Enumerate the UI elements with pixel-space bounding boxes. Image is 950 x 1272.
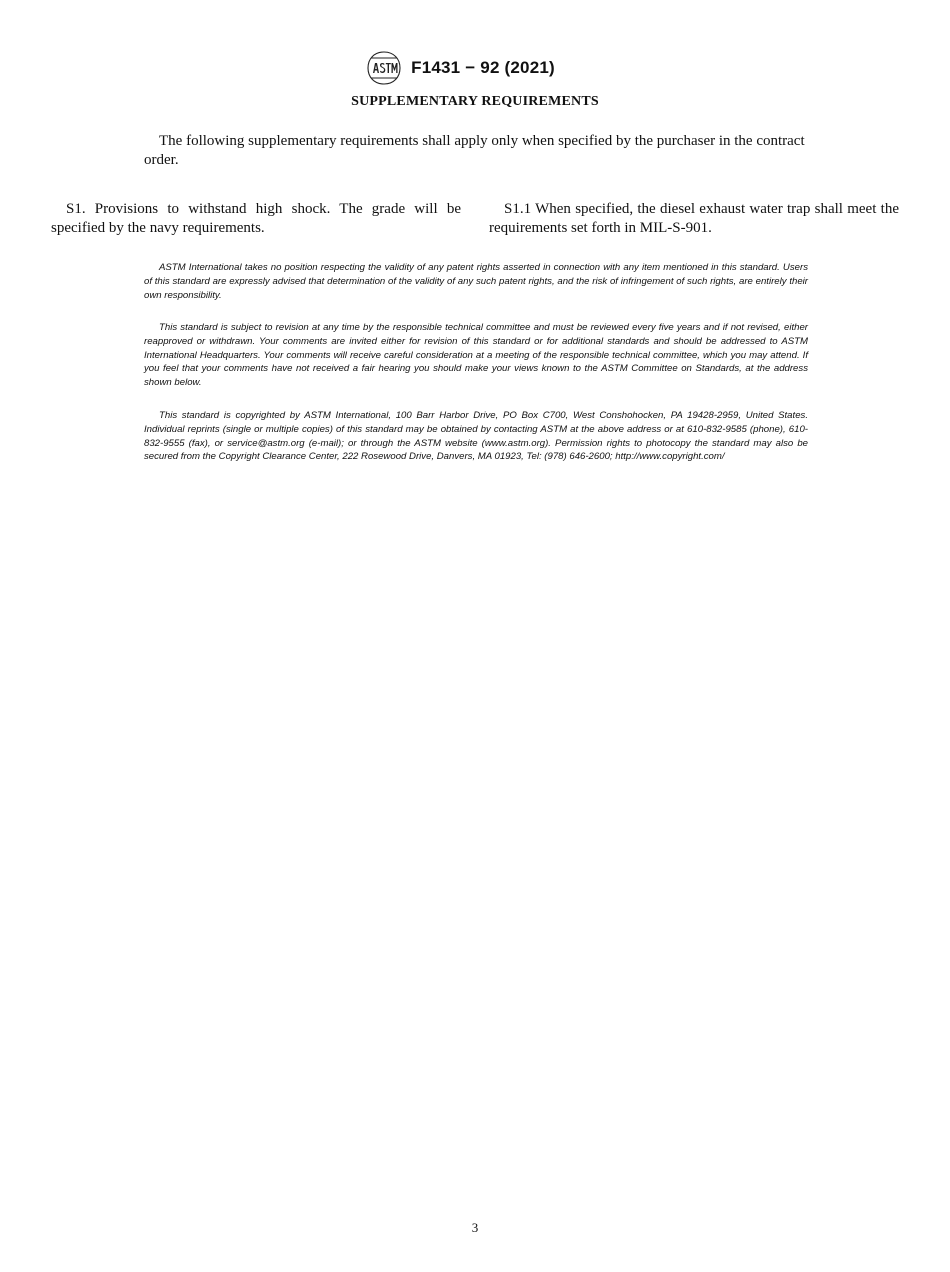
section-title: SUPPLEMENTARY REQUIREMENTS xyxy=(351,94,599,109)
intro-paragraph: The following supplementary requirements shall apply only when specified by the purchaser in the contract order. xyxy=(144,133,805,168)
revision-notice: This standard is subject to revision at any time by the responsible technical committee and must be reviewed every five years and if not revised, either reapproved or withdrawn. Your comments are invited either for revision of this standard or for additional standards and should be addressed to ASTM International Headquarters. Your comments will receive careful consideration at a meeting of the responsible technical committee, which you may attend. If you feel that your comments have not received a fair hearing you should make your views known to the ASTM Committee on Standards, at the address shown below. xyxy=(144,322,808,389)
copyright-notice: This standard is copyrighted by ASTM International, 100 Barr Harbor Drive, PO Box C700, West Conshohocken, PA 19428-2959, United States. Individual reprints (single or multiple copies) of this standard may be obtained by contacting ASTM at the above address or at 610-832-9585 (phone), 610-832-9555 (fax), or service@astm.org (e-mail); or through the ASTM website (www.astm.org). Permission rights to photocopy the standard may also be secured from the Copyright Clearance Center, 222 Rosewood Drive, Danvers, MA 01923, Tel: (978) 646-2600; http://www.copyright.com/ xyxy=(144,410,808,463)
patent-notice: ASTM International takes no position respecting the validity of any patent rights asserted in connection with any item mentioned in this standard. Users of this standard are expressly advised that determination of the validity of any such patent rights, and the risk of infringement of such rights, are entirely their own responsibility. xyxy=(144,262,808,301)
standard-designation: F1431 − 92 (2021) xyxy=(411,58,555,77)
page-number: 3 xyxy=(471,1220,479,1235)
requirement-s1-1: S1.1 When specified, the diesel exhaust water trap shall meet the requirements set forth in MIL-S-901. xyxy=(489,201,899,236)
page-header xyxy=(0,50,950,86)
astm-logo-icon xyxy=(365,50,403,86)
requirement-s1: S1. Provisions to withstand high shock. The grade will be specified by the navy requirements. xyxy=(51,201,461,236)
